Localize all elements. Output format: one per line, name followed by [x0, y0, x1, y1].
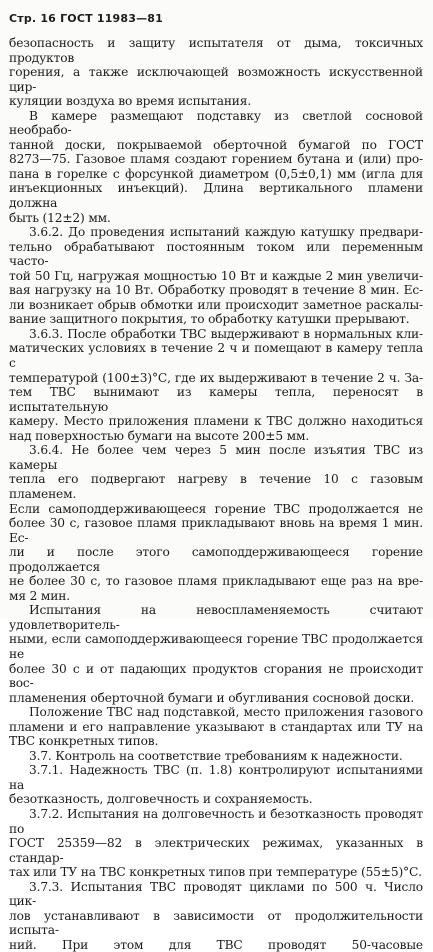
text-line: пламенения оберточной бумаги и обугливания сосновой доски.	[9, 690, 415, 705]
text-line: матических условиях в течение 2 ч и помещают в камеру тепла с	[9, 341, 423, 371]
text-line: мя 2 мин.	[9, 588, 70, 603]
text-line: танной доски, покрываемой оберточной бумагой по ГОСТ	[9, 137, 423, 152]
text-line: температурой (100±3)°С, где их выдерживают в течение 2 ч. За-	[9, 370, 423, 385]
text-line: над поверхностью бумаги на высоте 200±5 мм.	[9, 428, 310, 443]
text-line: вая нагрузку на 10 Вт. Обработку проводят в течение 8 мин. Ес-	[9, 283, 423, 298]
text-line: вание защитного покрытия, то обработку катушки прерывают.	[9, 312, 410, 327]
body-text	[9, 36, 423, 952]
text-line: 3.7.2. Испытания на долговечность и безотказность проводят по	[9, 806, 423, 836]
text-line: тельно обрабатывают постоянным током или переменным часто-	[9, 239, 423, 269]
text-line: более 30 с, газовое пламя прикладывают вновь на время 1 мин. Ес-	[9, 516, 423, 545]
text-line: ний. При этом для ТВС проводят 50-часовые	[9, 937, 423, 952]
text-line: 3.7.3. Испытания ТВС проводят циклами по 500 ч. Число цик-	[9, 879, 423, 909]
text-line: Положение ТВС над подставкой, место приложения газового	[29, 705, 423, 720]
text-line: 3.7.1. Надежность ТВС (п. 1.8) контролируют испытаниями на	[9, 763, 423, 792]
text-line: камеру. Место приложения пламени к ТВС должно находиться	[9, 414, 423, 429]
text-line: тепла его подвергают нагреву в течение 10 с газовым пламенем.	[9, 472, 423, 501]
page-header: Стр. 16 ГОСТ 11983—81	[9, 12, 164, 25]
text-line: лов устанавливают в зависимости от продолжительности испыта-	[9, 908, 423, 938]
text-line: инъекционных инъекций). Длина вертикального пламени должна	[9, 181, 423, 211]
text-line: пана в горелке с форсункой диаметром (0,5±0,1) мм (игла для	[9, 166, 423, 181]
text-line: 8273—75. Газовое пламя создают горением бутана и (или) про-	[9, 152, 423, 167]
text-line: 3.6.4. Не более чем через 5 мин после изъятия ТВС из камеры	[9, 443, 423, 472]
text-line: куляции воздуха во время испытания.	[9, 94, 252, 109]
text-line: тах или ТУ на ТВС конкретных типов при температуре (55±5)°С.	[9, 865, 422, 880]
text-line: безотказность, долговечность и сохраняемость.	[9, 792, 313, 807]
text-line: ГОСТ 25359—82 в электрических режимах, указанных в стандар-	[9, 836, 423, 865]
text-line: 3.7. Контроль на соответствие требованиям к надежности.	[29, 748, 403, 763]
text-line: ли возникает обрыв обмотки или происходит заметное раскалы-	[9, 297, 423, 312]
text-line: пламени и его направление указывают в стандартах или ТУ на	[9, 719, 423, 734]
text-line: ли и после этого самоподдерживающееся горение продолжается	[9, 545, 423, 574]
text-line: той 50 Гц, нагружая мощностью 10 Вт и каждые 2 мин увеличи-	[9, 268, 423, 283]
text-line: быть (12±2) мм.	[9, 210, 111, 225]
text-line: более 30 с и от падающих продуктов сгорания не происходит вос-	[9, 661, 423, 691]
text-line: 3.6.3. После обработки ТВС выдерживают в нормальных кли-	[29, 326, 423, 341]
text-line: не более 30 с, то газовое пламя прикладывают еще раз на вре-	[9, 574, 423, 589]
text-line: Если самоподдерживающееся горение ТВС продолжается не	[9, 501, 423, 516]
text-line: тем ТВС вынимают из камеры тепла, переносят в испытательную	[9, 385, 423, 414]
text-line: 3.6.2. До проведения испытаний каждую катушку предвари-	[29, 225, 423, 240]
text-line: В камере размещают подставку из светлой сосновой необрабо-	[9, 108, 423, 138]
text-line: ТВС конкретных типов.	[9, 734, 159, 749]
text-line: Испытания на невоспламеняемость считают удовлетворитель-	[9, 603, 423, 632]
text-line: безопасность и защиту испытателя от дыма, токсичных продуктов	[9, 36, 423, 65]
text-line: горения, а также исключающей возможность искусственной цир-	[9, 65, 423, 94]
text-line: ными, если самоподдерживающееся горение ТВС продолжается не	[9, 632, 423, 661]
